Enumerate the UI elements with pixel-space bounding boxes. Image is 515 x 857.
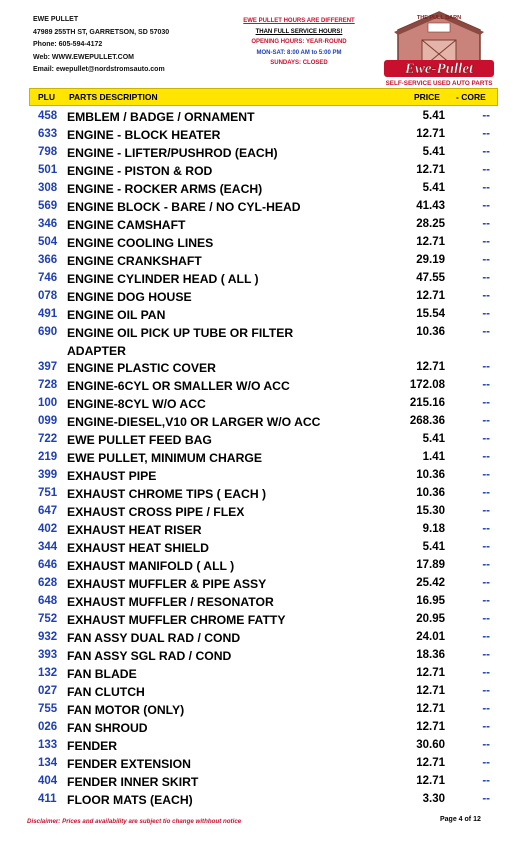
table-row (29, 701, 498, 719)
row-description: ENGINE PLASTIC COVER (67, 361, 216, 375)
table-row (29, 431, 498, 449)
row-core: -- (482, 236, 490, 248)
logo-tagline: SELF-SERVICE USED AUTO PARTS (385, 80, 493, 87)
row-description: ENGINE - PISTON & ROD (67, 164, 213, 178)
table-row (29, 683, 498, 701)
row-price: 12.71 (416, 703, 445, 715)
row-plu: 722 (38, 433, 58, 445)
row-plu: 755 (38, 703, 58, 715)
company-web: Web: WWW.EWEPULLET.COM (33, 53, 134, 61)
table-row (29, 306, 498, 324)
table-row (29, 449, 498, 467)
row-plu: 798 (38, 146, 58, 158)
row-core: -- (482, 326, 490, 338)
parts-table (29, 108, 498, 809)
row-price: 215.16 (409, 397, 445, 409)
table-row (29, 126, 498, 144)
row-description: EXHAUST MUFFLER & PIPE ASSY (67, 577, 267, 591)
row-core: -- (482, 290, 490, 302)
table-row (29, 395, 498, 413)
table-row (29, 611, 498, 629)
row-price: 12.71 (416, 685, 445, 697)
company-address: 47989 255TH ST, GARRETSON, SD 57030 (33, 28, 170, 36)
logo-top-text: THE PULL BARN (416, 15, 462, 21)
row-description: EXHAUST CROSS PIPE / FLEX (67, 505, 245, 519)
row-price: 16.95 (416, 595, 445, 607)
row-core: -- (482, 523, 490, 535)
row-price: 12.71 (416, 361, 445, 373)
row-core: -- (482, 541, 490, 553)
table-row (29, 647, 498, 665)
row-price: 18.36 (416, 649, 445, 661)
row-core: -- (482, 182, 490, 194)
table-row (29, 737, 498, 755)
row-price: 5.41 (422, 541, 445, 553)
row-core: -- (482, 415, 490, 427)
row-price: 47.55 (416, 272, 445, 284)
row-plu: 099 (38, 415, 58, 427)
row-price: 12.71 (416, 721, 445, 733)
row-plu: 458 (38, 110, 58, 122)
hours-sunday: SUNDAYS: CLOSED (270, 60, 328, 66)
row-plu: 100 (38, 397, 58, 409)
row-plu: 628 (38, 577, 58, 589)
header-description: PARTS DESCRIPTION (69, 92, 158, 102)
row-price: 15.30 (416, 505, 445, 517)
ewe-pullet-logo (378, 8, 500, 88)
row-plu: 026 (38, 721, 58, 733)
row-core: -- (482, 487, 490, 499)
row-description: ENGINE BLOCK - BARE / NO CYL-HEAD (67, 200, 301, 214)
table-row (29, 377, 498, 395)
row-core: -- (482, 595, 490, 607)
row-price: 24.01 (416, 631, 445, 643)
table-row (29, 162, 498, 180)
row-core: -- (482, 667, 490, 679)
table-row (29, 539, 498, 557)
row-price: 10.36 (416, 326, 445, 338)
row-description: ENGINE CYLINDER HEAD ( ALL ) (67, 272, 259, 286)
row-plu: 346 (38, 218, 58, 230)
row-price: 12.71 (416, 236, 445, 248)
row-plu: 690 (38, 326, 58, 338)
table-row (29, 198, 498, 216)
table-row (29, 755, 498, 773)
hours-opening: OPENING HOURS: YEAR-ROUND (251, 39, 347, 45)
hours-notice-1: EWE PULLET HOURS ARE DIFFERENT (243, 18, 355, 24)
table-row (29, 324, 498, 359)
row-description: FENDER EXTENSION (67, 757, 191, 771)
logo-brand: Ewe-Pullet (404, 61, 474, 77)
row-price: 12.71 (416, 775, 445, 787)
row-plu: 366 (38, 254, 58, 266)
row-core: -- (482, 721, 490, 733)
row-plu: 078 (38, 290, 58, 302)
row-description: EXHAUST CHROME TIPS ( EACH ) (67, 487, 267, 501)
row-price: 29.19 (416, 254, 445, 266)
row-plu: 504 (38, 236, 58, 248)
row-plu: 932 (38, 631, 58, 643)
row-price: 12.71 (416, 290, 445, 302)
row-core: -- (482, 110, 490, 122)
row-core: -- (482, 649, 490, 661)
row-plu: 133 (38, 739, 58, 751)
row-plu: 633 (38, 128, 58, 140)
table-row (29, 719, 498, 737)
table-row (29, 791, 498, 809)
row-price: 12.71 (416, 667, 445, 679)
row-core: -- (482, 613, 490, 625)
row-plu: 308 (38, 182, 58, 194)
row-description: EXHAUST MANIFOLD ( ALL ) (67, 559, 235, 573)
row-description: ENGINE - ROCKER ARMS (EACH) (67, 182, 263, 196)
row-plu: 646 (38, 559, 58, 571)
table-row (29, 252, 498, 270)
row-description: FLOOR MATS (EACH) (67, 793, 193, 807)
row-core: -- (482, 379, 490, 391)
company-phone: Phone: 605-594-4172 (33, 41, 103, 48)
table-header (29, 88, 498, 106)
row-description: FAN MOTOR (ONLY) (67, 703, 185, 717)
row-plu: 393 (38, 649, 58, 661)
row-plu: 027 (38, 685, 58, 697)
row-description: FAN SHROUD (67, 721, 148, 735)
row-description: ENGINE DOG HOUSE (67, 290, 192, 304)
row-description: ENGINE CAMSHAFT (67, 218, 186, 232)
disclaimer: Disclaimer: Prices and availability are subject tio change withhout notice (27, 818, 242, 825)
table-row (29, 288, 498, 306)
row-core: -- (482, 272, 490, 284)
table-row (29, 629, 498, 647)
table-row (29, 521, 498, 539)
row-price: 10.36 (416, 469, 445, 481)
row-description: ENGINE CRANKSHAFT (67, 254, 202, 268)
row-description: FAN BLADE (67, 667, 137, 681)
row-core: -- (482, 128, 490, 140)
table-row (29, 485, 498, 503)
row-core: -- (482, 631, 490, 643)
row-price: 30.60 (416, 739, 445, 751)
table-row (29, 575, 498, 593)
row-plu: 752 (38, 613, 58, 625)
hours-mon-sat: MON-SAT: 8:00 AM to 5:00 PM (256, 49, 342, 56)
table-row (29, 467, 498, 485)
row-plu: 411 (38, 793, 57, 805)
row-core: -- (482, 577, 490, 589)
row-core: -- (482, 308, 490, 320)
table-row (29, 234, 498, 252)
row-price: 1.41 (422, 451, 445, 463)
row-price: 5.41 (422, 146, 445, 158)
row-core: -- (482, 218, 490, 230)
table-row (29, 144, 498, 162)
row-description: ENGINE-DIESEL,V10 OR LARGER W/O ACC (67, 415, 321, 429)
row-plu: 746 (38, 272, 58, 284)
row-core: -- (482, 469, 490, 481)
row-plu: 751 (38, 487, 58, 499)
row-plu: 344 (38, 541, 58, 553)
row-description: FAN CLUTCH (67, 685, 145, 699)
header-price: PRICE (414, 92, 440, 102)
row-price: 10.36 (416, 487, 445, 499)
row-plu: 404 (38, 775, 58, 787)
row-description: ENGINE - LIFTER/PUSHROD (EACH) (67, 146, 278, 160)
row-price: 12.71 (416, 757, 445, 769)
row-price: 172.08 (409, 379, 445, 391)
row-price: 5.41 (422, 433, 445, 445)
table-row (29, 773, 498, 791)
row-core: -- (482, 739, 490, 751)
row-plu: 728 (38, 379, 58, 391)
row-core: -- (482, 200, 490, 212)
row-price: 17.89 (416, 559, 445, 571)
row-description: FENDER (67, 739, 118, 753)
hours-notice-2: THAN FULL SERVICE HOURS! (255, 28, 343, 35)
row-core: -- (482, 451, 490, 463)
row-core: -- (482, 433, 490, 445)
row-price: 268.36 (409, 415, 445, 427)
row-price: 25.42 (416, 577, 445, 589)
row-description: ENGINE OIL PICK UP TUBE OR FILTER ADAPTER (67, 326, 294, 358)
row-core: -- (482, 793, 490, 805)
row-description: FAN ASSY DUAL RAD / COND (67, 631, 241, 645)
row-description: EMBLEM / BADGE / ORNAMENT (67, 110, 255, 124)
row-core: -- (482, 164, 490, 176)
row-plu: 569 (38, 200, 58, 212)
table-row (29, 557, 498, 575)
row-description: ENGINE-8CYL W/O ACC (67, 397, 206, 411)
store-hours (236, 16, 362, 69)
row-core: -- (482, 703, 490, 715)
row-price: 15.54 (416, 308, 445, 320)
row-description: EXHAUST HEAT RISER (67, 523, 202, 537)
row-description: ENGINE-6CYL OR SMALLER W/O ACC (67, 379, 290, 393)
table-row (29, 665, 498, 683)
row-price: 28.25 (416, 218, 445, 230)
row-core: -- (482, 559, 490, 571)
table-row (29, 593, 498, 611)
row-plu: 219 (38, 451, 58, 463)
table-row (29, 359, 498, 377)
row-core: -- (482, 757, 490, 769)
row-core: -- (482, 775, 490, 787)
row-plu: 491 (38, 308, 58, 320)
row-plu: 134 (38, 757, 58, 769)
row-description: ENGINE OIL PAN (67, 308, 166, 322)
row-description: FAN ASSY SGL RAD / COND (67, 649, 232, 663)
row-plu: 648 (38, 595, 58, 607)
row-plu: 132 (38, 667, 58, 679)
table-row (29, 413, 498, 431)
row-price: 12.71 (416, 128, 445, 140)
table-row (29, 503, 498, 521)
row-core: -- (482, 397, 490, 409)
row-price: 5.41 (422, 182, 445, 194)
row-plu: 501 (38, 164, 58, 176)
row-price: 5.41 (422, 110, 445, 122)
row-description: FENDER INNER SKIRT (67, 775, 199, 789)
row-description: ENGINE - BLOCK HEATER (67, 128, 221, 142)
row-price: 3.30 (422, 793, 445, 805)
row-plu: 397 (38, 361, 58, 373)
row-price: 12.71 (416, 164, 445, 176)
row-core: -- (482, 685, 490, 697)
company-info (33, 14, 169, 77)
row-price: 20.95 (416, 613, 445, 625)
row-description: EXHAUST MUFFLER CHROME FATTY (67, 613, 286, 627)
row-description: EWE PULLET, MINIMUM CHARGE (67, 451, 262, 465)
header-core: - CORE (456, 92, 486, 102)
row-description: EXHAUST HEAT SHIELD (67, 541, 209, 555)
page-number: Page 4 of 12 (440, 816, 481, 823)
row-plu: 647 (38, 505, 58, 517)
table-row (29, 270, 498, 288)
company-name: EWE PULLET (33, 16, 79, 23)
table-row (29, 108, 498, 126)
row-description: EXHAUST MUFFLER / RESONATOR (67, 595, 274, 609)
row-core: -- (482, 361, 490, 373)
row-core: -- (482, 254, 490, 266)
header-plu: PLU (38, 92, 55, 102)
row-plu: 399 (38, 469, 58, 481)
row-description: EWE PULLET FEED BAG (67, 433, 212, 447)
table-row (29, 216, 498, 234)
company-email: Email: ewepullet@nordstromsauto.com (33, 66, 165, 73)
row-core: -- (482, 146, 490, 158)
row-price: 41.43 (416, 200, 445, 212)
row-price: 9.18 (422, 523, 445, 535)
row-description: EXHAUST PIPE (67, 469, 157, 483)
row-plu: 402 (38, 523, 58, 535)
row-core: -- (482, 505, 490, 517)
table-row (29, 180, 498, 198)
row-description: ENGINE COOLING LINES (67, 236, 214, 250)
